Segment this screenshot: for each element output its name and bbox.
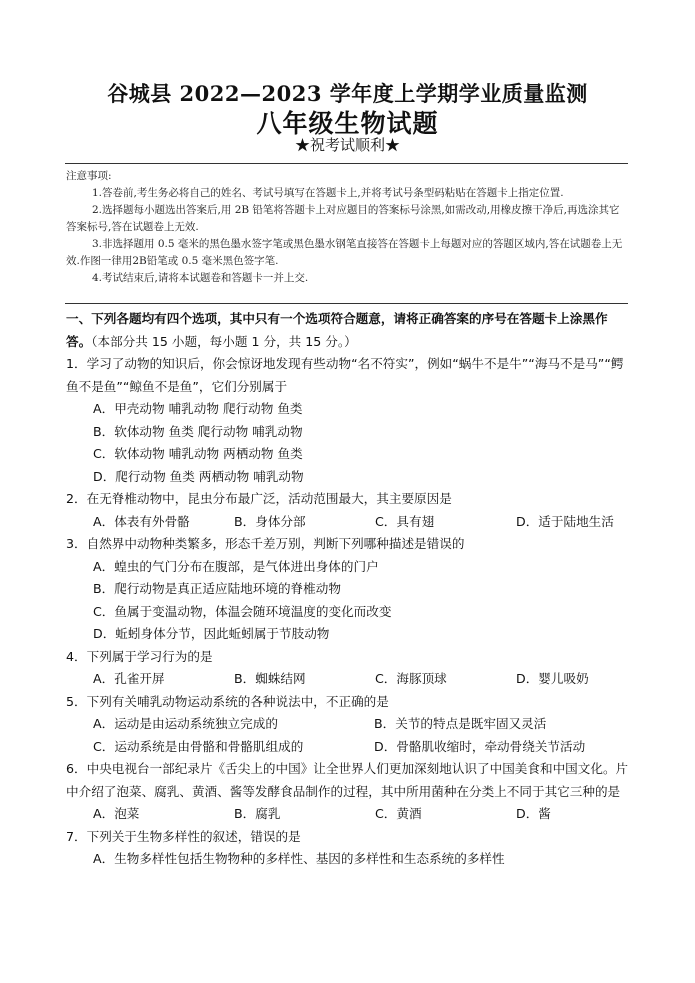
notes-heading: 注意事项: — [66, 170, 112, 182]
question-option: A．泡菜 — [93, 806, 140, 821]
question-option: A．体表有外骨骼 — [93, 513, 190, 529]
question-option: D．蚯蚓身体分节，因此蚯蚓属于节肢动物 — [93, 626, 330, 641]
question-stem: 7．下列关于生物多样性的叙述，错误的是 — [66, 828, 301, 844]
question-option: B．蜘蛛结网 — [234, 671, 306, 686]
section-instruction-score: （本部分共 15 小题，每小题 1 分，共 15 分。） — [91, 333, 357, 349]
question-option: D．婴儿吸奶 — [516, 671, 589, 686]
section-instruction-main: 一、下列各题均有四个选项，其中只有一个选项符合题意，请将正确答案的序号在答题卡上涂黑作答。 — [66, 311, 608, 349]
exam-title-line2: 八年级生物试题 — [256, 109, 439, 138]
question-options-row — [66, 668, 632, 691]
question-options-row — [66, 713, 632, 736]
question-stem: 5．下列有关哺乳动物运动系统的各种说法中，不正确的是 — [66, 693, 389, 709]
question-option: B．关节的特点是既牢固又灵活 — [374, 716, 547, 731]
question-option: B．软体动物 鱼类 爬行动物 哺乳动物 — [93, 423, 303, 439]
question-option: B．爬行动物是真正适应陆地环境的脊椎动物 — [93, 581, 341, 596]
question-stem: 2．在无脊椎动物中，昆虫分布最广泛，活动范围最大，其主要原因是 — [66, 491, 452, 506]
exam-greeting: ★祝考试顺利★ — [294, 136, 400, 154]
note-item: 2.选择题每小题选出答案后,用 2B 铅笔将答题卡上对应题目的答案标号涂黑,如需改动,用橡皮擦干净后,再选涂其它答案标号,答在试题卷上无效. — [66, 204, 620, 233]
question-option: B．身体分部 — [234, 513, 306, 529]
question-options-row — [66, 803, 632, 826]
question-option: A．运动是由运动系统独立完成的 — [93, 716, 278, 731]
question-option: A．甲壳动物 哺乳动物 爬行动物 鱼类 — [93, 401, 303, 416]
question-options-row — [66, 736, 632, 759]
question-stem: 3．自然界中动物种类繁多，形态千差万别，判断下列哪种描述是错误的 — [66, 536, 465, 551]
question-option: C．黄酒 — [375, 806, 422, 821]
questions-content — [66, 308, 632, 871]
question-option: C．海豚顶球 — [375, 671, 447, 686]
question-stem: 4．下列属于学习行为的是 — [66, 648, 213, 664]
question-option: C．具有翅 — [375, 513, 435, 529]
note-item: 4.考试结束后,请将本试题卷和答题卡一并上交. — [92, 272, 309, 284]
question-option: B．腐乳 — [234, 806, 281, 821]
question-option: C．运动系统是由骨骼和骨骼肌组成的 — [93, 738, 304, 754]
top-divider — [65, 163, 628, 164]
question-options-row — [66, 511, 632, 534]
exam-title-line1: 谷城县 2022—2023 学年度上学期学业质量监测 — [107, 81, 588, 106]
question-option: D．适于陆地生活 — [516, 513, 614, 529]
question-stem: 6．中央电视台一部纪录片《舌尖上的中国》让全世界人们更加深刻地认识了中国美食和中国文化。片中介绍了泡菜、腐乳、黄酒、酱等发酵食品制作的过程，其中所用菌种在分类上不同于其它三种的是 — [66, 761, 629, 799]
question-option: C．鱼属于变温动物，体温会随环境温度的变化而改变 — [93, 603, 392, 619]
bottom-divider — [65, 303, 628, 304]
question-option: D．酱 — [516, 806, 551, 821]
question-option: C．软体动物 哺乳动物 两栖动物 鱼类 — [93, 446, 303, 461]
question-option: D．爬行动物 鱼类 两栖动物 哺乳动物 — [93, 468, 304, 484]
question-option: D．骨骼肌收缩时，牵动骨绕关节活动 — [374, 738, 586, 754]
section-instruction — [66, 308, 632, 353]
question-stem: 1．学习了动物的知识后，你会惊讶地发现有些动物“名不符实”，例如“蜗牛不是牛”“海马不是马”“鳄鱼不是鱼”“鲸鱼不是鱼”，它们分别属于 — [66, 356, 624, 394]
question-option: A．孔雀开屏 — [93, 671, 165, 686]
note-item: 1.答卷前,考生务必将自己的姓名、考试号填写在答题卡上,并将考试号条型码粘贴在答题卡上指定位置. — [92, 187, 564, 199]
notes-block — [66, 168, 628, 287]
question-option: A．生物多样性包括生物物种的多样性、基因的多样性和生态系统的多样性 — [93, 851, 505, 866]
question-option: A．蝗虫的气门分布在腹部，是气体进出身体的门户 — [93, 558, 379, 574]
note-item: 3.非选择题用 0.5 毫米的黑色墨水签字笔或黑色墨水钢笔直接答在答题卡上每题对应的答题区域内,答在试题卷上无效.作图一律用2B铅笔或 0.5 毫米黑色签字笔. — [66, 238, 623, 267]
